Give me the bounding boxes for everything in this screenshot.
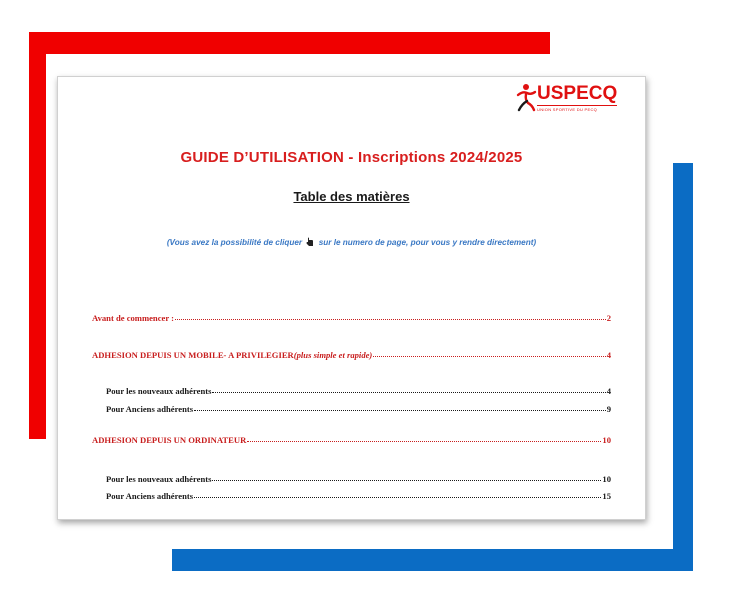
toc-heading-wrap: [58, 188, 645, 206]
toc-leader-dots: [373, 356, 605, 357]
toc-page-link[interactable]: 9: [606, 404, 611, 414]
toc-entry-mobile-anciens[interactable]: [106, 404, 611, 414]
toc-entry-adhesion-ordinateur[interactable]: [92, 435, 611, 445]
toc-entry-ordinateur-anciens[interactable]: [106, 491, 611, 501]
toc-entry-ordinateur-nouveaux[interactable]: [106, 474, 611, 484]
pointer-hand-icon: [306, 237, 314, 246]
toc-entry-label: ADHESION DEPUIS UN MOBILE- A PRIVILEGIER: [92, 350, 294, 360]
toc-entry-label: Pour Anciens adhérents: [106, 404, 194, 414]
toc-leader-dots: [247, 441, 601, 442]
toc-page-link[interactable]: 2: [606, 313, 611, 323]
toc-entry-label-italic: (plus simple et rapide): [293, 350, 373, 360]
toc-page-link[interactable]: 4: [606, 350, 611, 360]
document-page: [57, 76, 646, 520]
toc-leader-dots: [194, 410, 606, 411]
note-text-before: (Vous avez la possibilité de cliquer: [166, 238, 303, 247]
toc-entry-adhesion-mobile[interactable]: [92, 350, 611, 360]
toc-leader-dots: [194, 497, 601, 498]
toc-heading: Table des matières: [293, 189, 410, 204]
document-title: GUIDE D’UTILISATION - Inscriptions 2024/2025: [180, 149, 523, 166]
toc-page-link[interactable]: 15: [602, 491, 611, 501]
uspecq-logo: [513, 83, 618, 117]
toc-leader-dots: [212, 480, 601, 481]
toc-leader-dots: [175, 319, 606, 320]
toc-entry-label: Pour les nouveaux adhérents: [106, 474, 212, 484]
toc-entry-label: Avant de commencer :: [92, 313, 175, 323]
toc-page-link[interactable]: 10: [602, 474, 611, 484]
note-text-after: sur le numero de page, pour vous y rendre directement): [318, 238, 537, 247]
toc-entry-label: ADHESION DEPUIS UN ORDINATEUR: [92, 435, 247, 445]
toc-page-link[interactable]: 10: [602, 435, 611, 445]
toc-entry-label: Pour Anciens adhérents: [106, 491, 194, 501]
toc-leader-dots: [212, 392, 605, 393]
toc-page-link[interactable]: 4: [606, 386, 611, 396]
toc-entry-avant-de-commencer[interactable]: [92, 313, 611, 323]
logo-name: USPECQ: [537, 83, 618, 104]
navigation-note: [58, 237, 645, 247]
runner-figure-icon: [513, 83, 539, 115]
logo-tagline: UNION SPORTIVE DU PECQ: [537, 107, 598, 112]
toc-entry-label: Pour les nouveaux adhérents: [106, 386, 212, 396]
toc-entry-mobile-nouveaux[interactable]: [106, 386, 611, 396]
